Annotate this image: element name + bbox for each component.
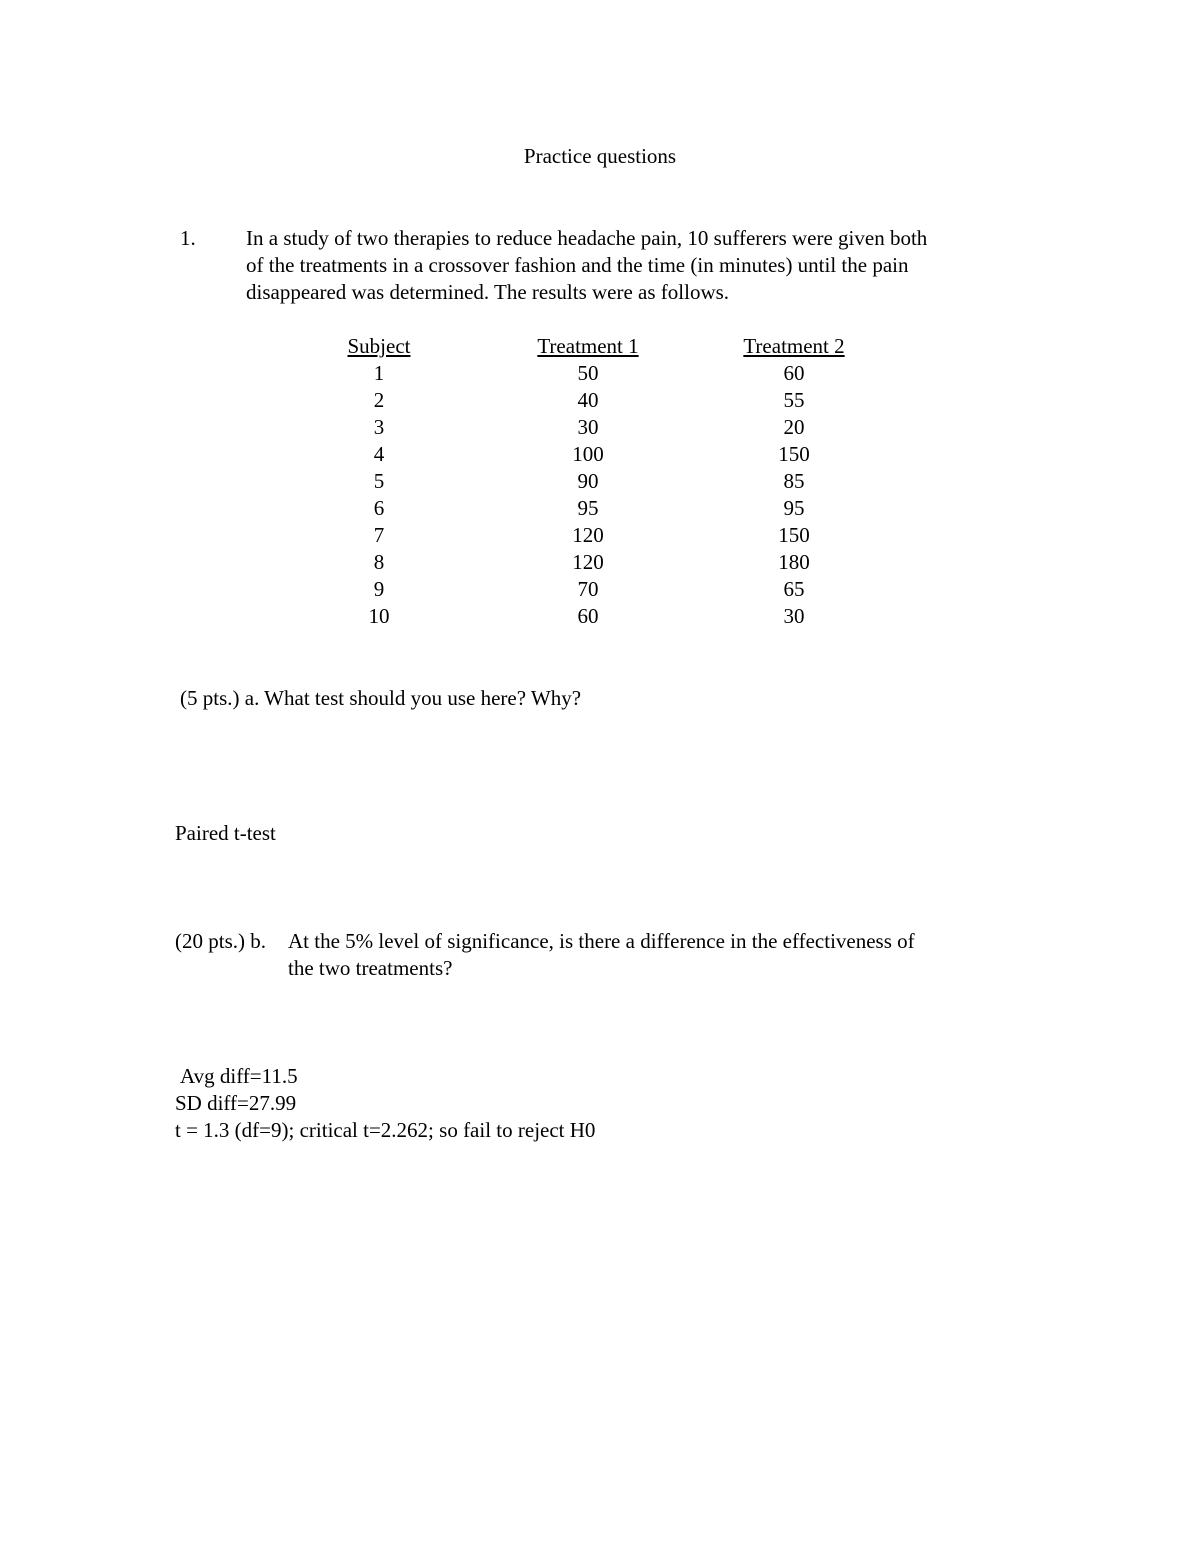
cell-subject: 7 — [373, 523, 385, 547]
header-subject: Subject — [347, 334, 411, 358]
table-row — [300, 603, 870, 630]
t-stat-line: t = 1.3 (df=9); critical t=2.262; so fail to reject H0 — [175, 1118, 596, 1142]
table-row — [300, 414, 870, 441]
header-treatment-1: Treatment 1 — [537, 334, 639, 358]
part-b-question-line: At the 5% level of significance, is there a difference in the effectiveness of — [288, 929, 915, 953]
cell-subject: 5 — [373, 469, 385, 493]
cell-treatment-1: 50 — [577, 361, 599, 385]
table-row — [300, 441, 870, 468]
sd-diff-line: SD diff=27.99 — [175, 1091, 297, 1115]
cell-subject: 3 — [373, 415, 385, 439]
cell-treatment-2: 180 — [778, 550, 810, 574]
question-number: 1. — [180, 226, 196, 250]
part-b-label: (20 pts.) b. — [175, 929, 266, 953]
question-text — [246, 225, 927, 306]
table-row — [300, 576, 870, 603]
cell-subject: 4 — [373, 442, 385, 466]
cell-subject: 10 — [368, 604, 390, 628]
cell-treatment-1: 40 — [577, 388, 599, 412]
cell-treatment-2: 95 — [783, 496, 805, 520]
table-row — [300, 360, 870, 387]
cell-treatment-2: 150 — [778, 523, 810, 547]
cell-treatment-1: 95 — [577, 496, 599, 520]
part-a-answer: Paired t-test — [175, 821, 276, 845]
cell-treatment-2: 60 — [783, 361, 805, 385]
cell-treatment-1: 90 — [577, 469, 599, 493]
part-b-answer — [175, 1063, 595, 1144]
avg-diff-line: Avg diff=11.5 — [180, 1064, 298, 1088]
results-table — [300, 333, 870, 630]
cell-treatment-1: 100 — [572, 442, 604, 466]
cell-subject: 2 — [373, 388, 385, 412]
cell-treatment-2: 55 — [783, 388, 805, 412]
cell-treatment-2: 20 — [783, 415, 805, 439]
cell-subject: 1 — [373, 361, 385, 385]
cell-subject: 9 — [373, 577, 385, 601]
cell-treatment-2: 30 — [783, 604, 805, 628]
cell-treatment-2: 65 — [783, 577, 805, 601]
table-header-row — [300, 333, 870, 360]
cell-treatment-1: 30 — [577, 415, 599, 439]
header-treatment-2: Treatment 2 — [743, 334, 845, 358]
part-b-question — [288, 928, 915, 982]
cell-subject: 8 — [373, 550, 385, 574]
question-text-line: disappeared was determined. The results were as follows. — [246, 280, 730, 304]
table-row — [300, 495, 870, 522]
table-row — [300, 549, 870, 576]
table-row — [300, 387, 870, 414]
page-title: Practice questions — [523, 144, 677, 168]
cell-subject: 6 — [373, 496, 385, 520]
cell-treatment-1: 70 — [577, 577, 599, 601]
cell-treatment-2: 150 — [778, 442, 810, 466]
part-b-question-line: the two treatments? — [288, 956, 453, 980]
cell-treatment-1: 120 — [572, 523, 604, 547]
cell-treatment-2: 85 — [783, 469, 805, 493]
question-text-line: of the treatments in a crossover fashion and the time (in minutes) until the pain — [246, 253, 909, 277]
table-row — [300, 522, 870, 549]
question-text-line: In a study of two therapies to reduce headache pain, 10 sufferers were given both — [246, 226, 928, 250]
table-row — [300, 468, 870, 495]
cell-treatment-1: 60 — [577, 604, 599, 628]
part-a-question: (5 pts.) a. What test should you use here? Why? — [180, 686, 582, 710]
cell-treatment-1: 120 — [572, 550, 604, 574]
